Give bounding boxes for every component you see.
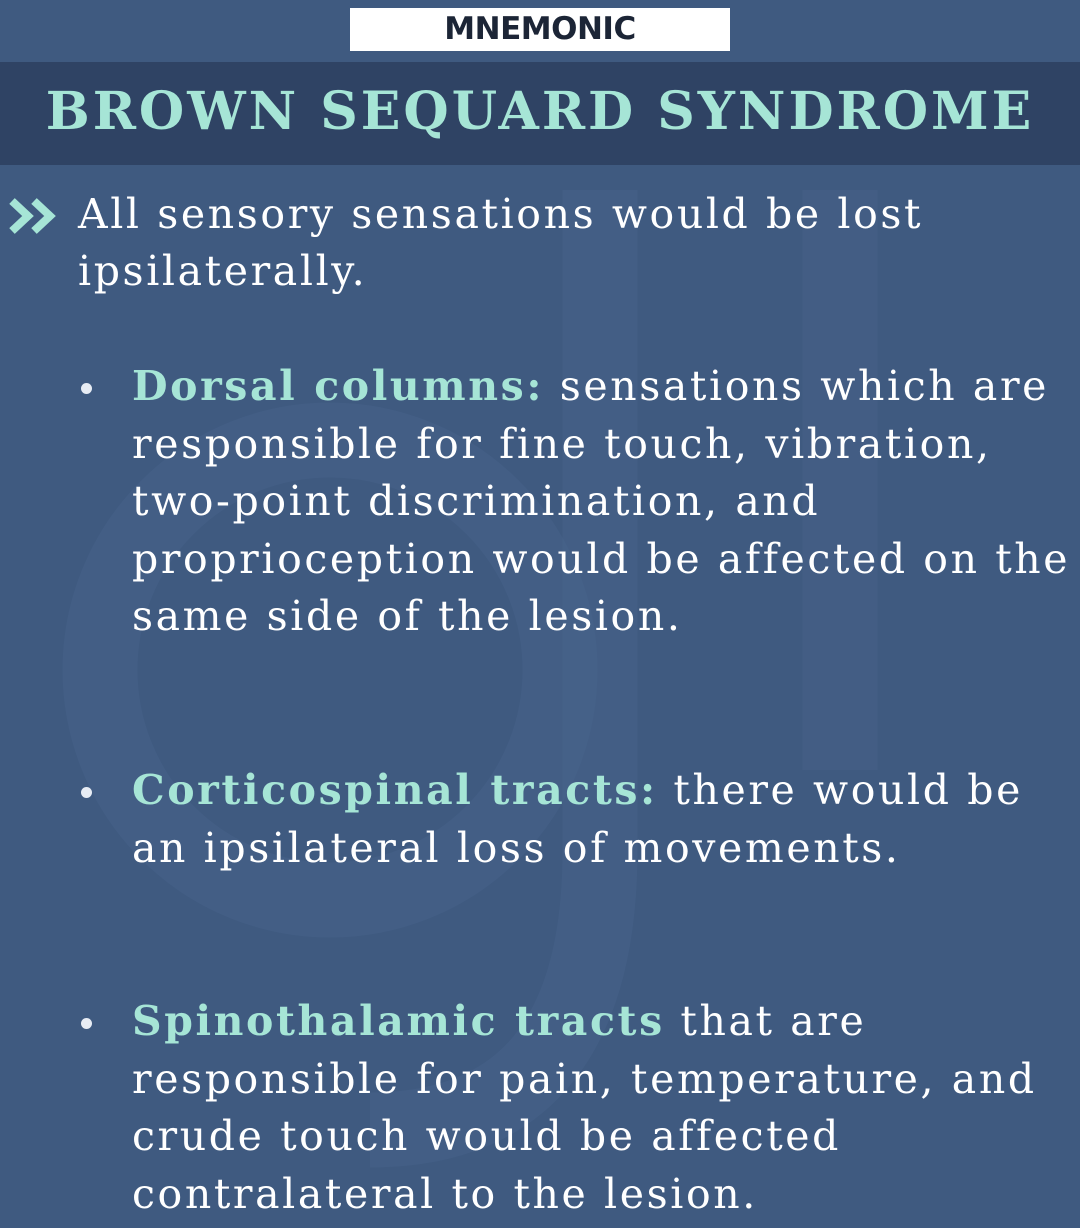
bullet-text	[132, 762, 1080, 877]
bullet-text	[132, 993, 1080, 1223]
double-chevron-right-icon	[8, 198, 60, 234]
bullet-dot-icon	[81, 1018, 92, 1029]
bullet-term: Spinothalamic tracts	[132, 997, 665, 1045]
bullet-description: sensations which are responsible for fine touch, vibration, two-point discrimination, and proprioception would be affected on the same side of the lesion.	[132, 362, 1071, 640]
bullet-description: there would be an ipsilateral loss of movements.	[132, 766, 1023, 872]
bullet-term: Dorsal columns:	[132, 362, 545, 410]
bullet-term: Corticospinal tracts:	[132, 766, 658, 814]
title-band	[0, 62, 1080, 165]
bullet-description: that are responsible for pain, temperature, and crude touch would be affected contralateral to the lesion.	[132, 997, 1037, 1218]
bullet-dot-icon	[81, 787, 92, 798]
mnemonic-tag: MNEMONIC	[350, 8, 730, 51]
page-title: BROWN SEQUARD SYNDROME	[45, 81, 1035, 142]
bullet-dot-icon	[81, 383, 92, 394]
bullet-text	[132, 358, 1080, 646]
intro-text: All sensory sensations would be lost ipsilaterally.	[78, 190, 924, 295]
